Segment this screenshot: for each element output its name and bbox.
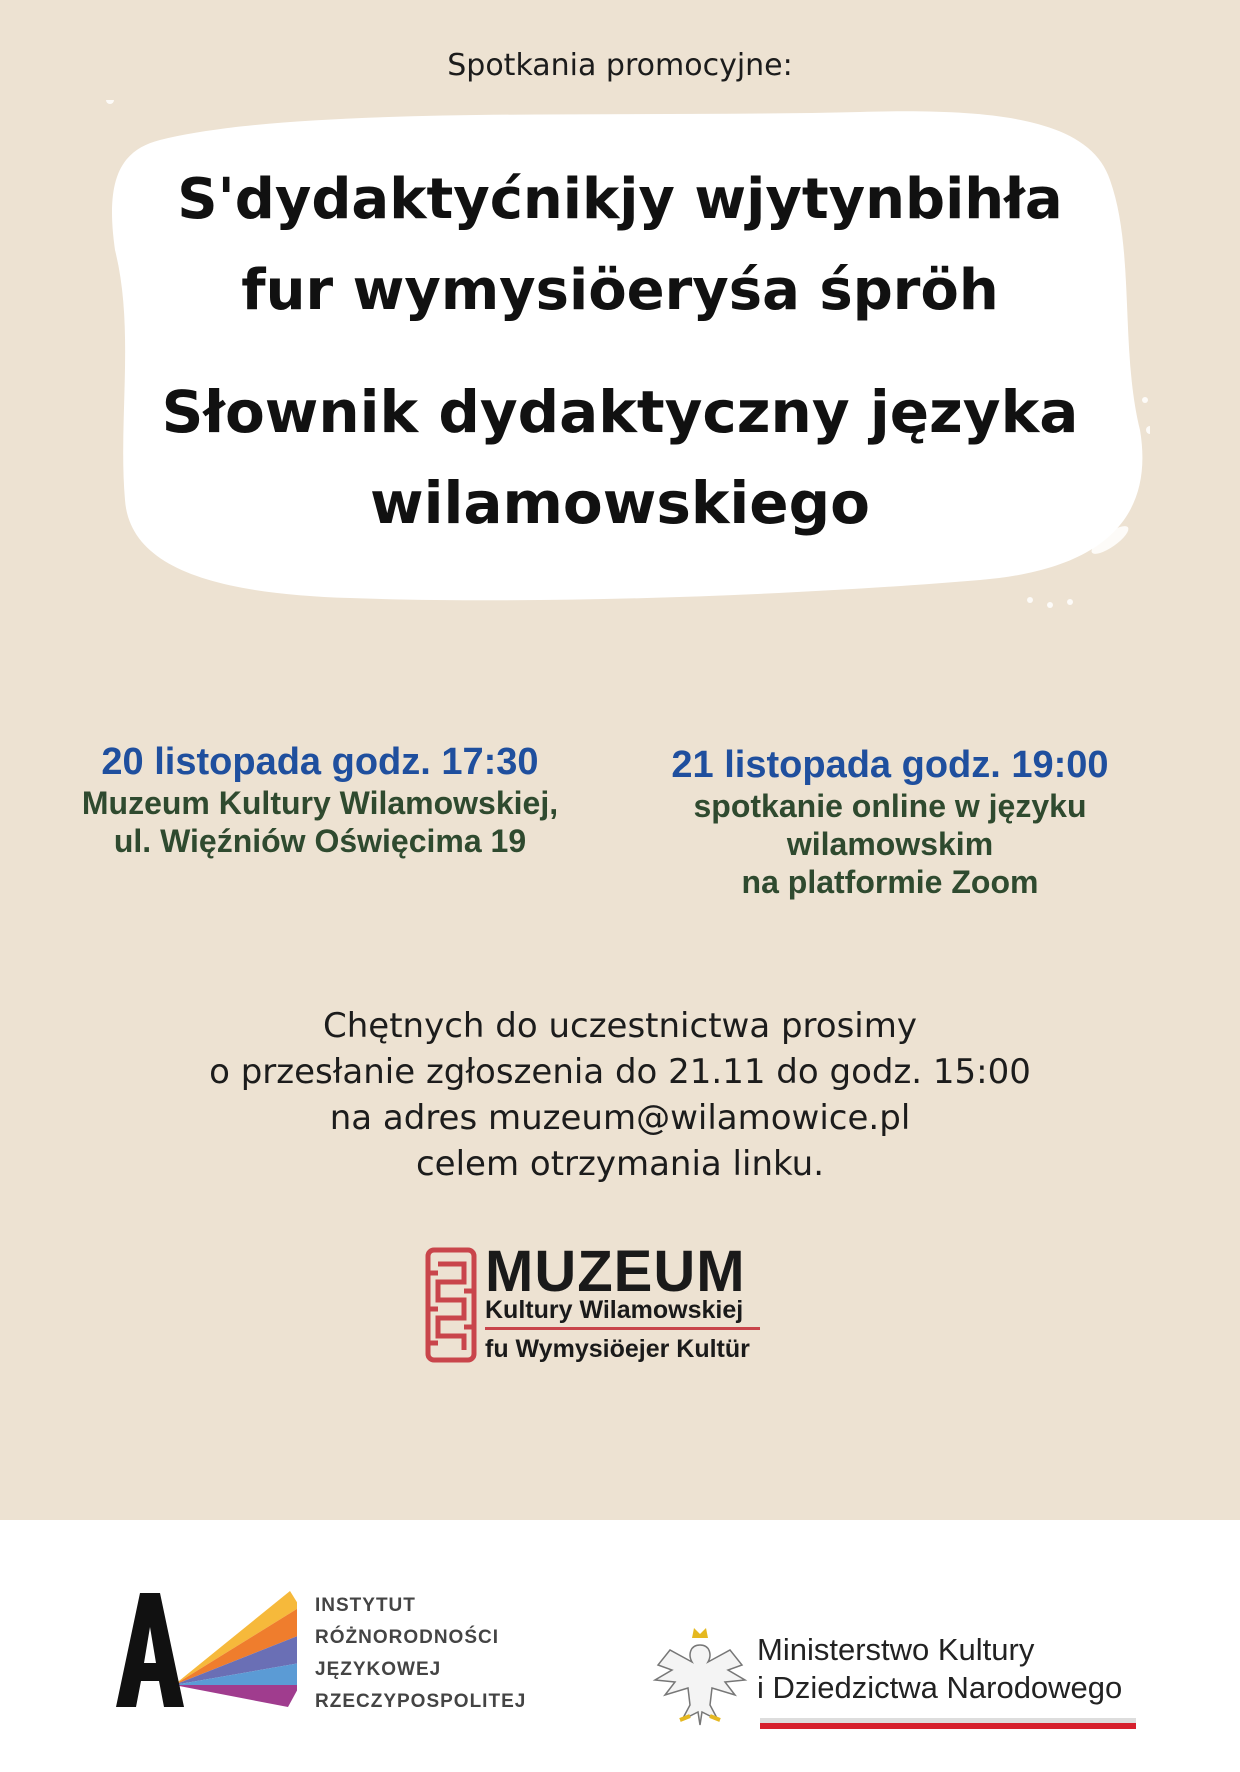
ministry-flag-red bbox=[760, 1723, 1136, 1729]
event-1 bbox=[40, 742, 600, 860]
event-place-line: ul. Więźniów Oświęcima 19 bbox=[113, 822, 527, 859]
title-polish-line1: Słownik dydaktyczny języka bbox=[161, 378, 1079, 446]
event-place-line: na platformie Zoom bbox=[741, 863, 1039, 900]
signup-info bbox=[0, 1003, 1240, 1187]
museum-logo-word: MUZEUM bbox=[485, 1239, 746, 1304]
museum-logo-subtitle-wymysorys: fu Wymysiöejer Kultür bbox=[485, 1335, 750, 1363]
institute-name-line: JĘZYKOWEJ bbox=[315, 1659, 442, 1680]
event-date: 21 listopada godz. 19:00 bbox=[671, 744, 1109, 786]
event-place-line: wilamowskim bbox=[786, 825, 994, 862]
title-wymysorys-line1: S'dydaktyćnikjy wjytynbihła bbox=[177, 167, 1063, 232]
white-eagle-icon bbox=[650, 1620, 750, 1730]
event-place-line: Muzeum Kultury Wilamowskiej, bbox=[81, 784, 559, 821]
institute-name-line: RÓŻNORODNOŚCI bbox=[315, 1627, 499, 1648]
museum-logo-rule bbox=[485, 1327, 760, 1330]
signup-email-line[interactable]: na adres muzeum@wilamowice.pl bbox=[329, 1098, 911, 1138]
signup-line: Chętnych do uczestnictwa prosimy bbox=[323, 1006, 917, 1046]
event-2 bbox=[610, 745, 1170, 901]
letter-a-rainbow-icon bbox=[112, 1585, 297, 1710]
museum-logo-subtitle: Kultury Wilamowskiej bbox=[485, 1296, 744, 1324]
kicker-text: Spotkania promocyjne: bbox=[447, 48, 793, 83]
event-place-line: spotkanie online w języku bbox=[693, 787, 1087, 824]
signup-line: o przesłanie zgłoszenia do 21.11 do godz. 15:00 bbox=[209, 1052, 1031, 1092]
institute-name bbox=[315, 1590, 526, 1718]
signup-line: celem otrzymania linku. bbox=[415, 1144, 825, 1184]
museum-ornament-icon bbox=[422, 1246, 480, 1364]
title-polish-line2: wilamowskiego bbox=[369, 469, 871, 537]
ministry-name-line2: i Dziedzictwa Narodowego bbox=[757, 1670, 1123, 1705]
title-wymysorys-line2: fur wymysiöeryśa śpröh bbox=[241, 258, 999, 323]
ministry-name-line1: Ministerstwo Kultury bbox=[757, 1632, 1035, 1667]
event-date: 20 listopada godz. 17:30 bbox=[101, 741, 539, 783]
institute-name-line: RZECZYPOSPOLITEJ bbox=[315, 1691, 527, 1712]
institute-name-line: INSTYTUT bbox=[315, 1595, 416, 1616]
